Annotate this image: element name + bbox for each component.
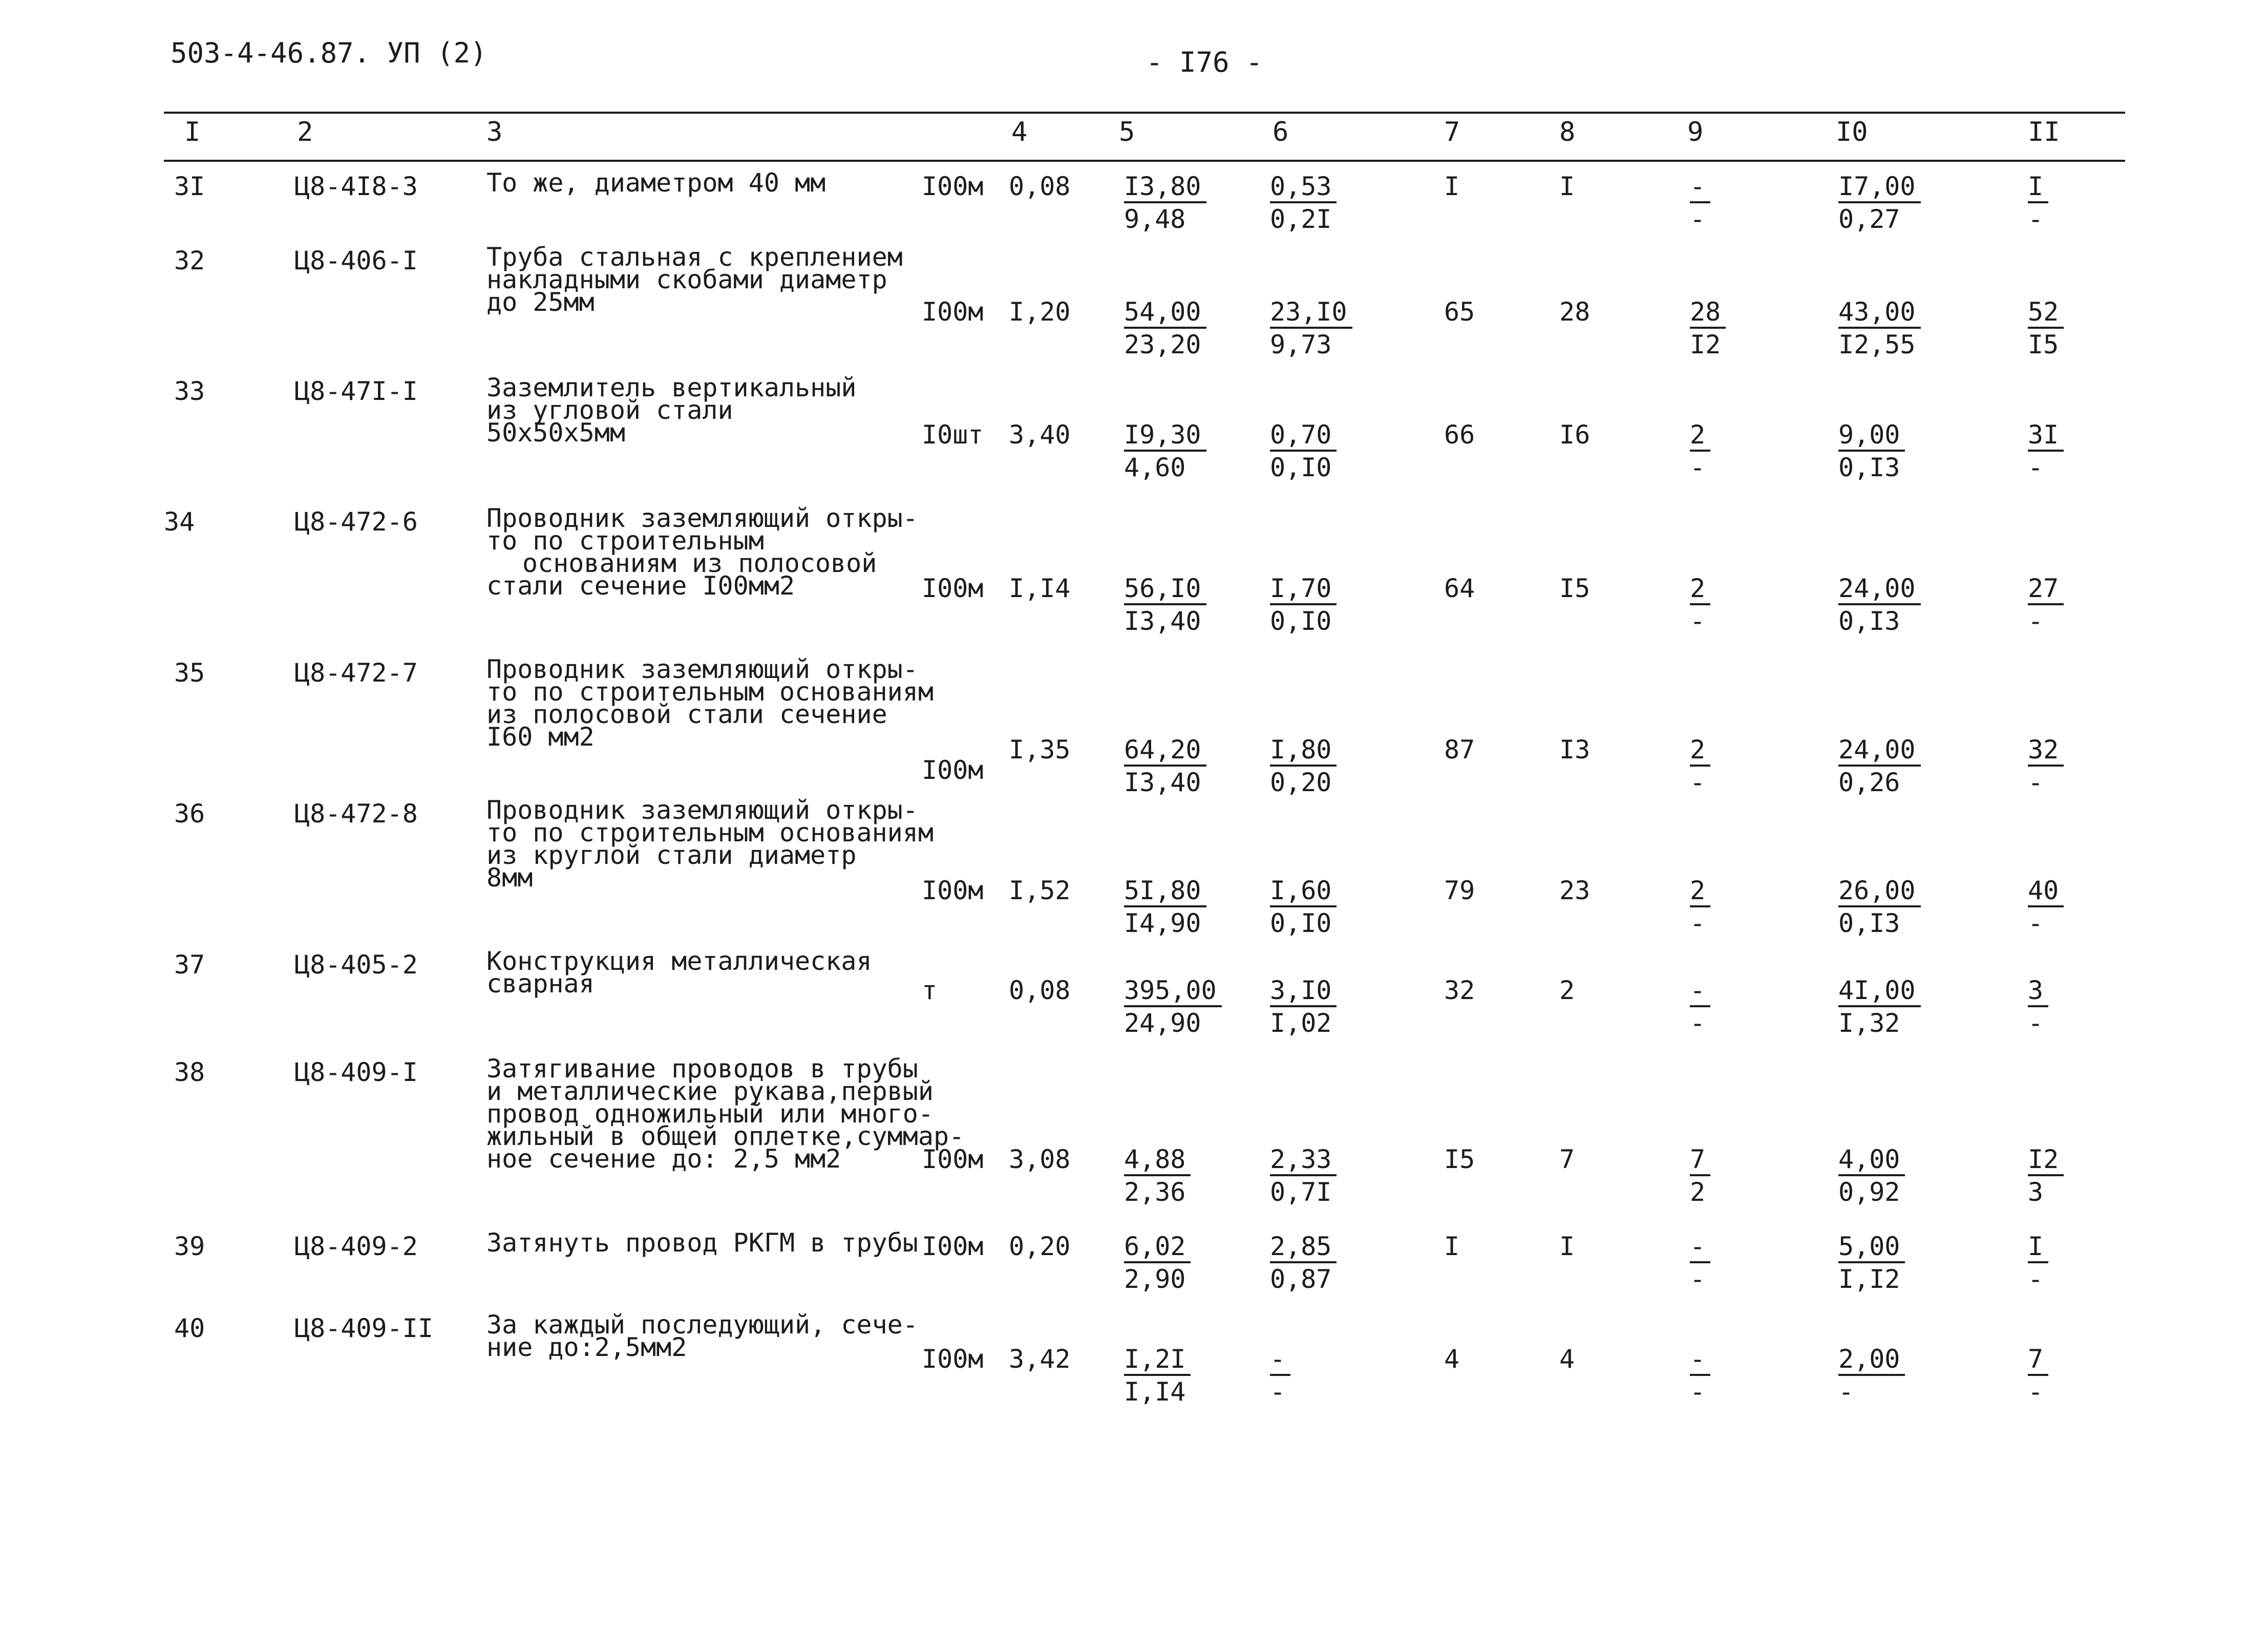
col5-value-numerator: 56,I0 [1124, 575, 1206, 605]
col6-value [1270, 574, 1337, 637]
col6-value [1270, 735, 1337, 798]
col5-value-numerator: 5I,80 [1124, 877, 1206, 907]
column-header-1: I [184, 117, 201, 147]
col6-value [1270, 297, 1352, 360]
col11-value [2028, 1232, 2048, 1295]
col11-value-numerator: 7 [2028, 1345, 2048, 1376]
unit-of-measure: I00м [922, 1144, 984, 1174]
col9-value [1690, 297, 1726, 360]
col9-value [1690, 975, 1710, 1039]
col9-value [1690, 172, 1710, 235]
col6-value-denominator: 0,I0 [1270, 908, 1332, 938]
col9-value-numerator: 2 [1690, 736, 1710, 767]
table-row [0, 1054, 2268, 1207]
description-line: 8мм [486, 863, 533, 893]
col6-value-denominator: I,02 [1270, 1008, 1332, 1038]
col5-value [1124, 172, 1206, 235]
row-number: 3I [174, 172, 205, 201]
col11-value-denominator: - [2028, 606, 2044, 636]
column-header-9: 9 [1687, 117, 1704, 147]
col5-value-numerator: 6,02 [1124, 1233, 1191, 1263]
unit-of-measure: I00м [922, 1232, 984, 1261]
col5-value-denominator: 2,90 [1124, 1264, 1186, 1294]
description-line: Проводник заземляющий откры- [486, 795, 918, 825]
unit-of-measure: I00м [922, 172, 984, 201]
quantity: 0,20 [1009, 1232, 1071, 1261]
col5-value-numerator: I,2I [1124, 1345, 1191, 1376]
col5-value-numerator: 395,00 [1124, 977, 1222, 1007]
quantity: 3,40 [1009, 420, 1071, 450]
description-line: Проводник заземляющий откры- [486, 654, 918, 684]
col9-value [1690, 1344, 1710, 1408]
col6-value-numerator: I,60 [1270, 877, 1337, 907]
col8-value: I [1559, 1232, 1575, 1261]
quantity: I,35 [1009, 735, 1071, 765]
quantity: 0,08 [1009, 172, 1071, 201]
col11-value-denominator: - [2028, 768, 2044, 797]
col11-value-numerator: I [2028, 173, 2048, 203]
col11-value-denominator: - [2028, 204, 2044, 234]
col6-value [1270, 420, 1337, 483]
row-number: 38 [174, 1057, 205, 1087]
col7-value: 64 [1444, 574, 1475, 603]
table-row [0, 1228, 2268, 1294]
work-description [486, 654, 934, 752]
col9-value-numerator: 2 [1690, 421, 1710, 452]
col7-value: 4 [1444, 1344, 1460, 1374]
price-code: Ц8-409-2 [294, 1232, 418, 1261]
col9-value-denominator: - [1690, 908, 1706, 938]
description-line: Затянуть провод РКГМ в трубы [486, 1228, 918, 1258]
col10-value [1838, 735, 1921, 798]
description-line: накладными скобами диаметр [486, 265, 887, 294]
col9-value-numerator: 2 [1690, 575, 1710, 605]
col6-value-denominator: 9,73 [1270, 330, 1332, 359]
col6-value-numerator: 0,53 [1270, 173, 1337, 203]
col9-value [1690, 420, 1710, 483]
price-code: Ц8-4I8-3 [294, 172, 418, 201]
col10-value-denominator: 0,I3 [1838, 606, 1900, 636]
description-line: ное сечение до: 2,5 мм2 [486, 1144, 841, 1174]
col10-value [1838, 1144, 1905, 1208]
col9-value-denominator: - [1690, 1008, 1706, 1038]
description-line: I60 мм2 [486, 722, 595, 752]
col11-value [2028, 420, 2064, 483]
col9-value-denominator: - [1690, 204, 1706, 234]
col9-value [1690, 876, 1710, 939]
col8-value: 28 [1559, 297, 1591, 327]
col6-value-denominator: 0,I0 [1270, 606, 1332, 636]
col5-value-denominator: 24,90 [1124, 1008, 1201, 1038]
col6-value-numerator: I,80 [1270, 736, 1337, 767]
col10-value-denominator: 0,26 [1838, 768, 1900, 797]
col6-value-denominator: 0,20 [1270, 768, 1332, 797]
work-description [486, 168, 826, 198]
col10-value-denominator: I,I2 [1838, 1264, 1900, 1294]
col9-value [1690, 574, 1710, 637]
row-number: 34 [164, 507, 195, 537]
col9-value-denominator: - [1690, 1377, 1706, 1407]
col11-value-numerator: 40 [2028, 877, 2064, 907]
col7-value: 79 [1444, 876, 1475, 905]
col6-value-numerator: 23,I0 [1270, 298, 1352, 329]
col8-value: I [1559, 172, 1575, 201]
col5-value-denominator: I,I4 [1124, 1377, 1186, 1407]
col7-value: I [1444, 172, 1460, 201]
col11-value [2028, 297, 2064, 360]
col6-value [1270, 172, 1337, 235]
quantity: 3,42 [1009, 1344, 1071, 1374]
quantity: I,20 [1009, 297, 1071, 327]
col6-value [1270, 1232, 1337, 1295]
col10-value-numerator: 4,00 [1838, 1146, 1905, 1176]
col8-value: I6 [1559, 420, 1591, 450]
col7-value: I5 [1444, 1144, 1475, 1174]
col6-value [1270, 1344, 1290, 1408]
col10-value-denominator: 0,92 [1838, 1177, 1900, 1207]
work-description [486, 946, 872, 999]
col5-value [1124, 574, 1206, 637]
col6-value-numerator: - [1270, 1345, 1290, 1376]
col8-value: I3 [1559, 735, 1591, 765]
unit-of-measure: I00м [922, 876, 984, 905]
col11-value-denominator: - [2028, 908, 2044, 938]
col5-value [1124, 1232, 1191, 1295]
col11-value [2028, 876, 2064, 939]
col11-value-numerator: 52 [2028, 298, 2064, 329]
table-row [0, 242, 2268, 359]
col5-value [1124, 1344, 1191, 1408]
col6-value-numerator: 0,70 [1270, 421, 1337, 452]
col9-value-numerator: 28 [1690, 298, 1726, 329]
col10-value-denominator: I2,55 [1838, 330, 1916, 359]
table-header-rule [164, 160, 2125, 162]
row-number: 35 [174, 658, 205, 688]
description-line: За каждый последующий, сече- [486, 1310, 918, 1340]
col5-value-denominator: I4,90 [1124, 908, 1201, 938]
unit-of-measure: I00м [922, 297, 984, 327]
unit-of-measure: I0шт [922, 420, 984, 450]
col5-value-numerator: 4,88 [1124, 1146, 1191, 1176]
col10-value-numerator: I7,00 [1838, 173, 1921, 203]
col6-value-numerator: I,70 [1270, 575, 1337, 605]
column-header-10: I0 [1836, 117, 1868, 147]
col8-value: 4 [1559, 1344, 1575, 1374]
col5-value-numerator: I9,30 [1124, 421, 1206, 452]
column-header-8: 8 [1559, 117, 1576, 147]
col7-value: 32 [1444, 975, 1475, 1005]
price-code: Ц8-472-7 [294, 658, 418, 688]
col9-value-denominator: 2 [1690, 1177, 1706, 1207]
price-code: Ц8-472-8 [294, 799, 418, 829]
table-row [0, 373, 2268, 482]
col5-value-denominator: 23,20 [1124, 330, 1201, 359]
price-code: Ц8-47I-I [294, 376, 418, 406]
unit-of-measure: т [922, 975, 938, 1005]
column-header-3: 3 [486, 117, 503, 147]
table-top-rule [164, 112, 2125, 114]
table-row [0, 503, 2268, 636]
table-row [0, 654, 2268, 797]
column-header-4: 4 [1011, 117, 1028, 147]
description-line: 50х50х5мм [486, 418, 625, 448]
col11-value-numerator: 3I [2028, 421, 2064, 452]
col5-value-denominator: 4,60 [1124, 453, 1186, 482]
col11-value-numerator: 27 [2028, 575, 2064, 605]
col10-value-numerator: 4I,00 [1838, 977, 1921, 1007]
quantity: 0,08 [1009, 975, 1071, 1005]
description-line: из угловой стали [486, 395, 733, 425]
description-line: Труба стальная с креплением [486, 242, 903, 272]
price-code: Ц8-405-2 [294, 950, 418, 980]
col7-value: 87 [1444, 735, 1475, 765]
col9-value-denominator: - [1690, 1264, 1706, 1294]
col8-value: I5 [1559, 574, 1591, 603]
col7-value: 66 [1444, 420, 1475, 450]
col10-value-denominator: 0,I3 [1838, 453, 1900, 482]
col9-value-numerator: 7 [1690, 1146, 1710, 1176]
price-code: Ц8-409-I [294, 1057, 418, 1087]
unit-of-measure: I00м [922, 1344, 984, 1374]
row-number: 37 [174, 950, 205, 980]
col5-value [1124, 1144, 1191, 1208]
unit-of-measure: I00м [922, 755, 984, 785]
description-line: ние до:2,5мм2 [486, 1332, 687, 1362]
col11-value [2028, 1344, 2048, 1408]
col10-value-numerator: 5,00 [1838, 1233, 1905, 1263]
col10-value [1838, 876, 1921, 939]
quantity: I,I4 [1009, 574, 1071, 603]
row-number: 33 [174, 376, 205, 406]
col10-value [1838, 1232, 1905, 1295]
col10-value-numerator: 24,00 [1838, 736, 1921, 767]
description-line: Конструкция металлическая [486, 946, 872, 976]
col6-value-numerator: 3,I0 [1270, 977, 1337, 1007]
col10-value-numerator: 43,00 [1838, 298, 1921, 329]
col8-value: 7 [1559, 1144, 1575, 1174]
col5-value-denominator: 2,36 [1124, 1177, 1186, 1207]
col9-value-denominator: - [1690, 768, 1706, 797]
col6-value-denominator: 0,I0 [1270, 453, 1332, 482]
work-description [486, 1054, 965, 1174]
column-header-6: 6 [1273, 117, 1289, 147]
description-line: то по строительным [486, 526, 764, 556]
col10-value [1838, 420, 1905, 483]
col11-value-numerator: I [2028, 1233, 2048, 1263]
work-description [486, 242, 903, 317]
col9-value-denominator: I2 [1690, 330, 1721, 359]
col11-value-numerator: I2 [2028, 1146, 2064, 1176]
description-line: сварная [486, 969, 595, 999]
work-description [486, 503, 918, 601]
col9-value-denominator: - [1690, 606, 1706, 636]
description-line: стали сечение I00мм2 [486, 571, 795, 601]
col5-value-denominator: 9,48 [1124, 204, 1186, 234]
work-description [486, 1310, 918, 1362]
price-code: Ц8-406-I [294, 246, 418, 275]
price-code: Ц8-409-II [294, 1313, 433, 1343]
col8-value: 23 [1559, 876, 1591, 905]
col6-value-denominator: 0,87 [1270, 1264, 1332, 1294]
description-line: То же, диаметром 40 мм [486, 168, 826, 198]
row-number: 36 [174, 799, 205, 829]
table-row [0, 168, 2268, 234]
col10-value-numerator: 26,00 [1838, 877, 1921, 907]
col11-value-numerator: 3 [2028, 977, 2048, 1007]
col6-value [1270, 975, 1337, 1039]
work-description [486, 795, 934, 893]
price-code: Ц8-472-6 [294, 507, 418, 537]
col9-value [1690, 735, 1710, 798]
description-line: из полосовой стали сечение [486, 699, 887, 729]
table-row [0, 1310, 2268, 1407]
col11-value-denominator: - [2028, 1377, 2044, 1407]
description-line: из круглой стали диаметр [486, 840, 857, 870]
col9-value [1690, 1144, 1710, 1208]
description-line: то по строительным основаниям [486, 677, 934, 707]
col7-value: 65 [1444, 297, 1475, 327]
unit-of-measure: I00м [922, 574, 984, 603]
row-number: 32 [174, 246, 205, 275]
col5-value-numerator: 64,20 [1124, 736, 1206, 767]
col8-value: 2 [1559, 975, 1575, 1005]
description-line: Затягивание проводов в трубы [486, 1054, 918, 1084]
column-header-2: 2 [297, 117, 313, 147]
col10-value [1838, 574, 1921, 637]
description-line: и металлические рукава,первый [486, 1076, 934, 1106]
description-line: до 25мм [486, 287, 595, 317]
col5-value-numerator: I3,80 [1124, 173, 1206, 203]
col6-value-denominator: - [1270, 1377, 1286, 1407]
description-line: Проводник заземляющий откры- [486, 503, 918, 533]
col9-value-numerator: 2 [1690, 877, 1710, 907]
col10-value-numerator: 9,00 [1838, 421, 1905, 452]
description-line: Заземлитель вертикальный [486, 373, 857, 402]
col6-value-numerator: 2,33 [1270, 1146, 1337, 1176]
column-header-7: 7 [1444, 117, 1460, 147]
col11-value [2028, 574, 2064, 637]
table-row [0, 946, 2268, 1038]
col11-value [2028, 1144, 2064, 1208]
col10-value [1838, 172, 1921, 235]
col6-value-denominator: 0,2I [1270, 204, 1332, 234]
col10-value [1838, 1344, 1905, 1408]
col10-value [1838, 297, 1921, 360]
col10-value-denominator: - [1838, 1377, 1854, 1407]
description-line: то по строительным основаниям [486, 818, 934, 847]
col10-value-numerator: 24,00 [1838, 575, 1921, 605]
col7-value: I [1444, 1232, 1460, 1261]
col6-value-denominator: 0,7I [1270, 1177, 1332, 1207]
col9-value-numerator: - [1690, 977, 1710, 1007]
col9-value-denominator: - [1690, 453, 1706, 482]
column-header-5: 5 [1119, 117, 1135, 147]
page-number: - I76 - [1146, 46, 1263, 78]
col10-value [1838, 975, 1921, 1039]
col9-value-numerator: - [1690, 173, 1710, 203]
column-header-11: II [2028, 117, 2060, 147]
col5-value-numerator: 54,00 [1124, 298, 1206, 329]
row-number: 40 [174, 1313, 205, 1343]
col11-value-denominator: - [2028, 1008, 2044, 1038]
col11-value [2028, 172, 2048, 235]
col11-value-denominator: - [2028, 1264, 2044, 1294]
col6-value-numerator: 2,85 [1270, 1233, 1337, 1263]
col5-value [1124, 420, 1206, 483]
col5-value [1124, 735, 1206, 798]
col10-value-numerator: 2,00 [1838, 1345, 1905, 1376]
quantity: I,52 [1009, 876, 1071, 905]
work-description [486, 1228, 918, 1258]
col10-value-denominator: 0,27 [1838, 204, 1900, 234]
work-description [486, 373, 857, 448]
description-line: основаниям из полосовой [522, 548, 877, 578]
quantity: 3,08 [1009, 1144, 1071, 1174]
col11-value [2028, 975, 2048, 1039]
description-line: жильный в общей оплетке,суммар- [486, 1121, 965, 1151]
col11-value-denominator: - [2028, 453, 2044, 482]
col5-value [1124, 297, 1206, 360]
document-code: 503-4-46.87. УП (2) [171, 37, 487, 69]
col10-value-denominator: I,32 [1838, 1008, 1900, 1038]
col9-value-numerator: - [1690, 1345, 1710, 1376]
description-line: провод одножильный или много- [486, 1099, 934, 1129]
col6-value [1270, 876, 1337, 939]
col5-value [1124, 876, 1206, 939]
col10-value-denominator: 0,I3 [1838, 908, 1900, 938]
col11-value-denominator: I5 [2028, 330, 2059, 359]
col6-value [1270, 1144, 1337, 1208]
col5-value-denominator: I3,40 [1124, 606, 1201, 636]
col5-value-denominator: I3,40 [1124, 768, 1201, 797]
col11-value-denominator: 3 [2028, 1177, 2044, 1207]
col11-value-numerator: 32 [2028, 736, 2064, 767]
row-number: 39 [174, 1232, 205, 1261]
col5-value [1124, 975, 1222, 1039]
col9-value [1690, 1232, 1710, 1295]
col11-value [2028, 735, 2064, 798]
col9-value-numerator: - [1690, 1233, 1710, 1263]
table-row [0, 795, 2268, 938]
